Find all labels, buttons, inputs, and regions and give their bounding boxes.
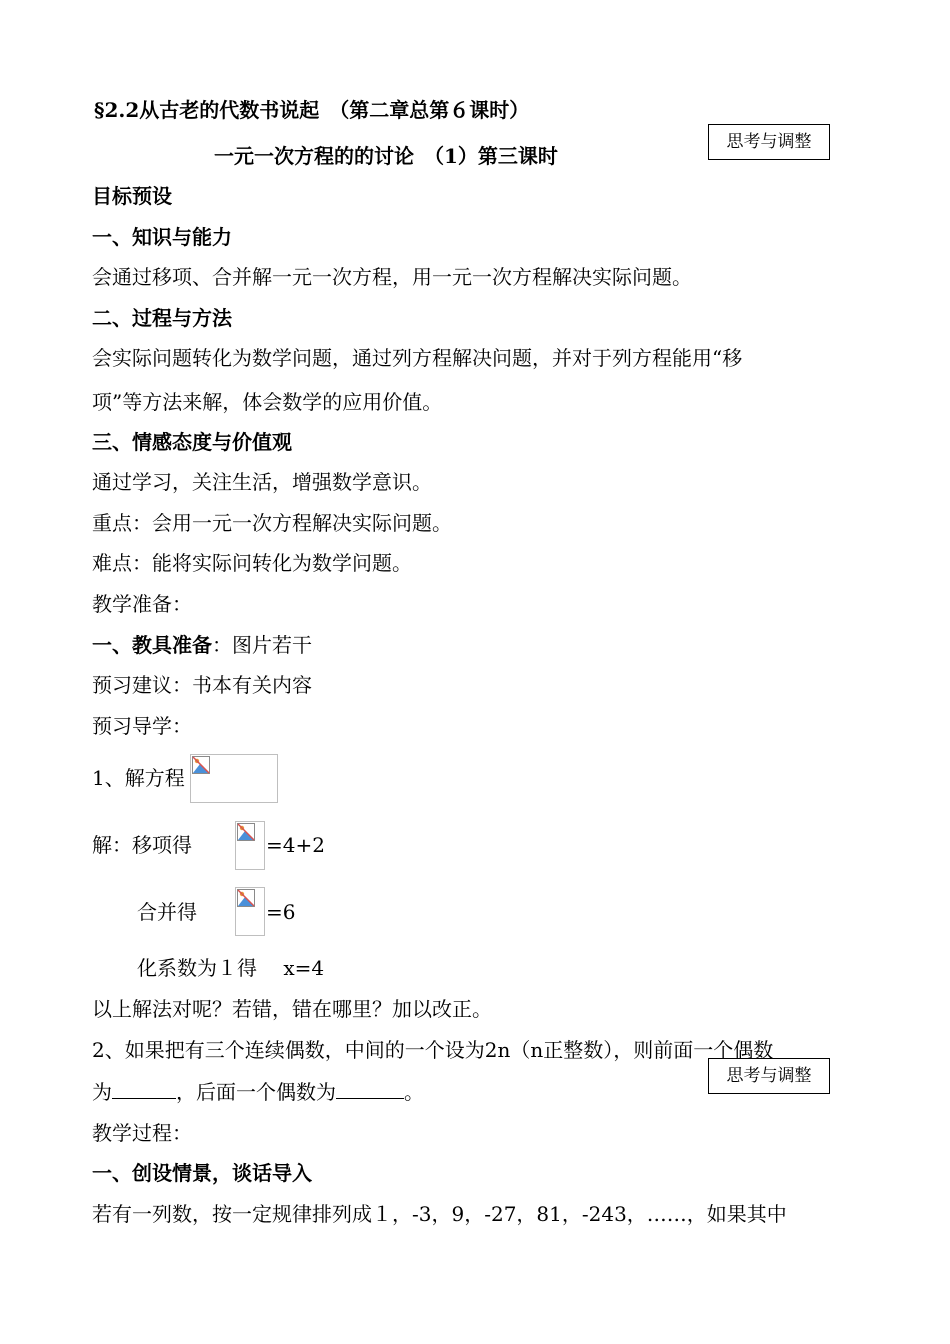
process-section1-heading: 一、创设情景，谈话导入 <box>92 1161 312 1185</box>
exercise1-question: 以上解法对呢？若错，错在哪里？加以改正。 <box>92 997 492 1021</box>
key-point: 重点：会用一元一次方程解决实际问题。 <box>92 511 452 535</box>
step2-image <box>235 887 265 936</box>
exercise1-prompt: 1、解方程 <box>92 766 185 790</box>
section3-text: 通过学习，关注生活，增强数学意识。 <box>92 470 432 494</box>
step1-image <box>235 821 265 870</box>
exercise2-line2 <box>92 1080 424 1104</box>
section2-heading: 二、过程与方法 <box>92 306 232 330</box>
goals-heading: 目标预设 <box>92 184 172 208</box>
tools-label: 一、教具准备 <box>92 633 212 657</box>
preview-suggestion: 预习建议：书本有关内容 <box>92 673 312 697</box>
exercise2-line1: 2、如果把有三个连续偶数，中间的一个设为2n（n正整数），则前面一个偶数 <box>92 1038 774 1062</box>
tools-line <box>92 633 312 657</box>
preview-guide: 预习导学： <box>92 714 192 738</box>
blank-next-even[interactable] <box>336 1080 404 1099</box>
exercise2-text-c: 。 <box>404 1080 424 1104</box>
broken-image-icon <box>237 823 255 841</box>
section2-text-line1: 会实际问题转化为数学问题，通过列方程解决问题，并对于列方程能用“移 <box>92 346 743 370</box>
preparation-heading: 教学准备： <box>92 592 192 616</box>
process-section1-text: 若有一列数，按一定规律排列成１，-3，9，-27，81，-243，……，如果其中 <box>92 1202 787 1226</box>
broken-image-icon <box>237 889 255 907</box>
page-title: §2.2从古老的代数书说起 （第二章总第６课时） <box>94 98 530 122</box>
step1-label: 解：移项得 <box>92 833 192 857</box>
exercise2-text-a: 为 <box>92 1080 112 1104</box>
page-subtitle: 一元一次方程的的讨论 （1）第三课时 <box>214 144 558 168</box>
side-note-box-1: 思考与调整 <box>708 124 830 160</box>
difficulty: 难点：能将实际问转化为数学问题。 <box>92 551 412 575</box>
section3-heading: 三、情感态度与价值观 <box>92 430 292 454</box>
section1-text: 会通过移项、合并解一元一次方程，用一元一次方程解决实际问题。 <box>92 265 692 289</box>
broken-image-icon <box>192 756 210 774</box>
step1-value: =4+2 <box>266 833 325 857</box>
exercise2-text-b: ，后面一个偶数为 <box>176 1080 336 1104</box>
process-heading: 教学过程： <box>92 1121 192 1145</box>
step2-label: 合并得 <box>137 900 197 924</box>
side-note-box-2: 思考与调整 <box>708 1058 830 1094</box>
section1-heading: 一、知识与能力 <box>92 225 232 249</box>
tools-value: ：图片若干 <box>212 633 312 657</box>
blank-previous-even[interactable] <box>112 1080 176 1099</box>
step3: 化系数为１得 x=4 <box>137 956 325 980</box>
equation-image <box>190 754 278 803</box>
section2-text-line2: 项”等方法来解，体会数学的应用价值。 <box>92 390 443 414</box>
step2-value: =6 <box>266 900 296 924</box>
